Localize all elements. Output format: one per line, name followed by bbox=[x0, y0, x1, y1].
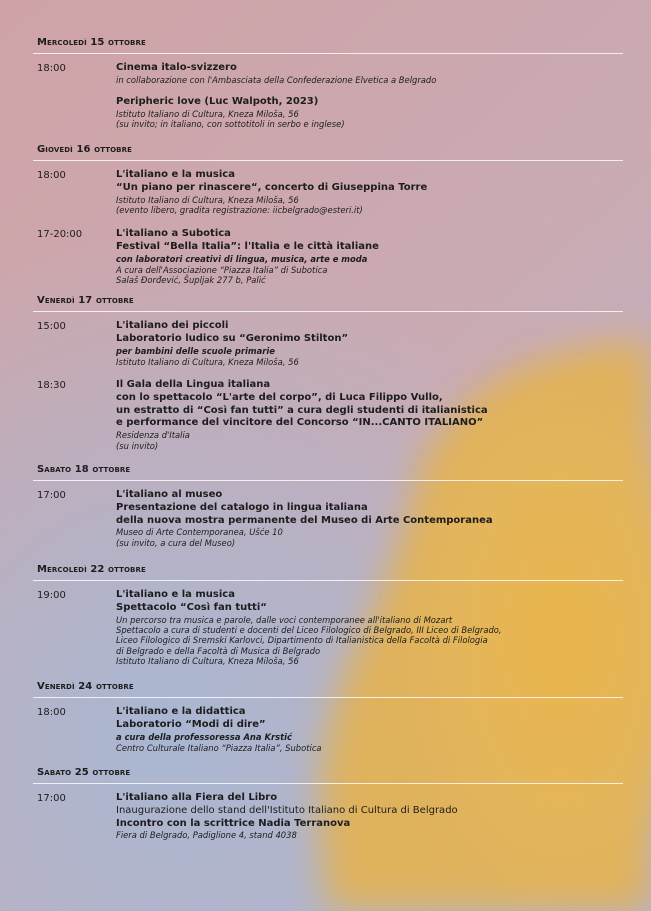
divider bbox=[33, 160, 623, 161]
event-line: un estratto di “Così fan tutti” a cura degli studenti di italianistica bbox=[116, 404, 488, 416]
event-detail: Fiera di Belgrado, Padiglione 4, stand 4038 bbox=[116, 830, 297, 841]
event-detail: Un percorso tra musica e parole, dalle voci contemporanee all'italiano di Mozart bbox=[116, 614, 453, 625]
divider bbox=[33, 480, 623, 481]
day-heading: Venerdì 17 ottobre bbox=[37, 295, 134, 306]
event-detail: Residenza d'Italia bbox=[116, 430, 190, 441]
event-time: 18:30 bbox=[37, 380, 66, 391]
event-time: 18:00 bbox=[37, 707, 66, 718]
event-title: L'italiano e la musica bbox=[116, 589, 235, 600]
event-detail: Istituto Italiano di Cultura, Kneza Miloša, 56 bbox=[116, 656, 299, 667]
event-line: per bambini delle scuole primarie bbox=[116, 345, 275, 356]
event-title: L'italiano alla Fiera del Libro bbox=[116, 792, 278, 803]
event-title: Peripheric love (Luc Walpoth, 2023) bbox=[116, 96, 319, 107]
event-title: L'italiano e la musica bbox=[116, 169, 235, 180]
event-time: 17:00 bbox=[37, 793, 66, 804]
divider bbox=[33, 311, 623, 312]
event-detail: Istituto Italiano di Cultura, Kneza Miloša, 56 bbox=[116, 108, 299, 119]
event-detail: di Belgrado e della Facoltà di Musica di Belgrado bbox=[116, 645, 321, 656]
event-time: 19:00 bbox=[37, 590, 66, 601]
event-time: 15:00 bbox=[37, 321, 66, 332]
event-title: L'italiano dei piccoli bbox=[116, 320, 229, 331]
event-detail: Liceo Filologico di Sremski Karlovci, Dipartimento di Italianistica della Facoltà di Filologia bbox=[116, 635, 488, 646]
event bbox=[116, 62, 436, 85]
event bbox=[116, 320, 348, 367]
event-line: “Un piano per rinascere“, concerto di Giuseppina Torre bbox=[116, 181, 428, 193]
divider bbox=[33, 697, 623, 698]
event-detail: Centro Culturale Italiano “Piazza Italia”, Subotica bbox=[116, 742, 322, 753]
event-title: Il Gala della Lingua italiana bbox=[116, 379, 271, 390]
day-heading: Sabato 18 ottobre bbox=[37, 464, 131, 475]
event bbox=[116, 228, 379, 285]
event-time: 18:00 bbox=[37, 63, 66, 74]
event-line: e performance del vincitore del Concorso “IN...CANTO ITALIANO” bbox=[116, 417, 484, 429]
event-line: Presentazione del catalogo in lingua italiana bbox=[116, 501, 368, 513]
event-line: Spettacolo “Così fan tutti“ bbox=[116, 601, 267, 613]
event-detail: (su invito; in italiano, con sottotitoli in serbo e inglese) bbox=[116, 119, 345, 130]
day-heading: Mercoledì 15 ottobre bbox=[37, 37, 146, 48]
event bbox=[116, 169, 427, 215]
event-line: della nuova mostra permanente del Museo di Arte Contemporanea bbox=[116, 514, 493, 526]
event bbox=[116, 706, 322, 753]
event-detail: (su invito, a cura del Museo) bbox=[116, 537, 236, 548]
divider bbox=[33, 53, 623, 54]
event-title: L'italiano a Subotica bbox=[116, 228, 231, 239]
event-title: Cinema italo-svizzero bbox=[116, 62, 237, 73]
event-detail: in collaborazione con l'Ambasciata della Confederazione Elvetica a Belgrado bbox=[116, 74, 437, 85]
event-line: Festival “Bella Italia”: l'Italia e le città italiane bbox=[116, 240, 379, 252]
event-line: con laboratori creativi di lingua, musica, arte e moda bbox=[116, 253, 368, 264]
divider bbox=[33, 580, 623, 581]
event-detail: Salaš Đorđević, Šupljak 277 b, Palić bbox=[116, 275, 266, 285]
event-time: 18:00 bbox=[37, 170, 66, 181]
event-line: con lo spettacolo “L'arte del corpo”, di Luca Filippo Vullo, bbox=[116, 391, 443, 403]
divider bbox=[33, 783, 623, 784]
event-line: a cura della professoressa Ana Krstić bbox=[116, 731, 292, 742]
event-detail: Istituto Italiano di Cultura, Kneza Miloša, 56 bbox=[116, 356, 299, 367]
event-detail: A cura dell'Associazione “Piazza Italia” di Subotica bbox=[116, 264, 328, 275]
event-detail: (evento libero, gradita registrazione: iicbelgrado@esteri.it) bbox=[116, 205, 363, 215]
event bbox=[116, 96, 345, 130]
day-heading: Venerdì 24 ottobre bbox=[37, 681, 134, 692]
event-time: 17:00 bbox=[37, 490, 66, 501]
event bbox=[116, 379, 488, 451]
event-detail: Istituto Italiano di Cultura, Kneza Miloša, 56 bbox=[116, 194, 299, 205]
event bbox=[116, 589, 502, 667]
event-line: Inaugurazione dello stand dell'Istituto Italiano di Cultura di Belgrado bbox=[116, 804, 458, 816]
day-heading: Giovedì 16 ottobre bbox=[37, 144, 132, 155]
event-detail: Museo di Arte Contemporanea, Ušće 10 bbox=[116, 527, 283, 538]
event bbox=[116, 792, 458, 841]
event-line: Incontro con la scrittrice Nadia Terranova bbox=[116, 817, 351, 829]
event-detail: (su invito) bbox=[116, 440, 159, 451]
event-line: Laboratorio “Modi di dire” bbox=[116, 718, 266, 730]
day-heading: Sabato 25 ottobre bbox=[37, 767, 131, 778]
event bbox=[116, 489, 493, 548]
event-detail: Spettacolo a cura di studenti e docenti del Liceo Filologico di Belgrado, III Liceo di Belgrado, bbox=[116, 625, 502, 635]
event-title: L'italiano al museo bbox=[116, 489, 223, 500]
event-line: Laboratorio ludico su “Geronimo Stilton” bbox=[116, 332, 349, 344]
day-heading: Mercoledì 22 ottobre bbox=[37, 564, 146, 575]
event-title: L'italiano e la didattica bbox=[116, 706, 246, 717]
event-time: 17-20:00 bbox=[37, 229, 83, 240]
